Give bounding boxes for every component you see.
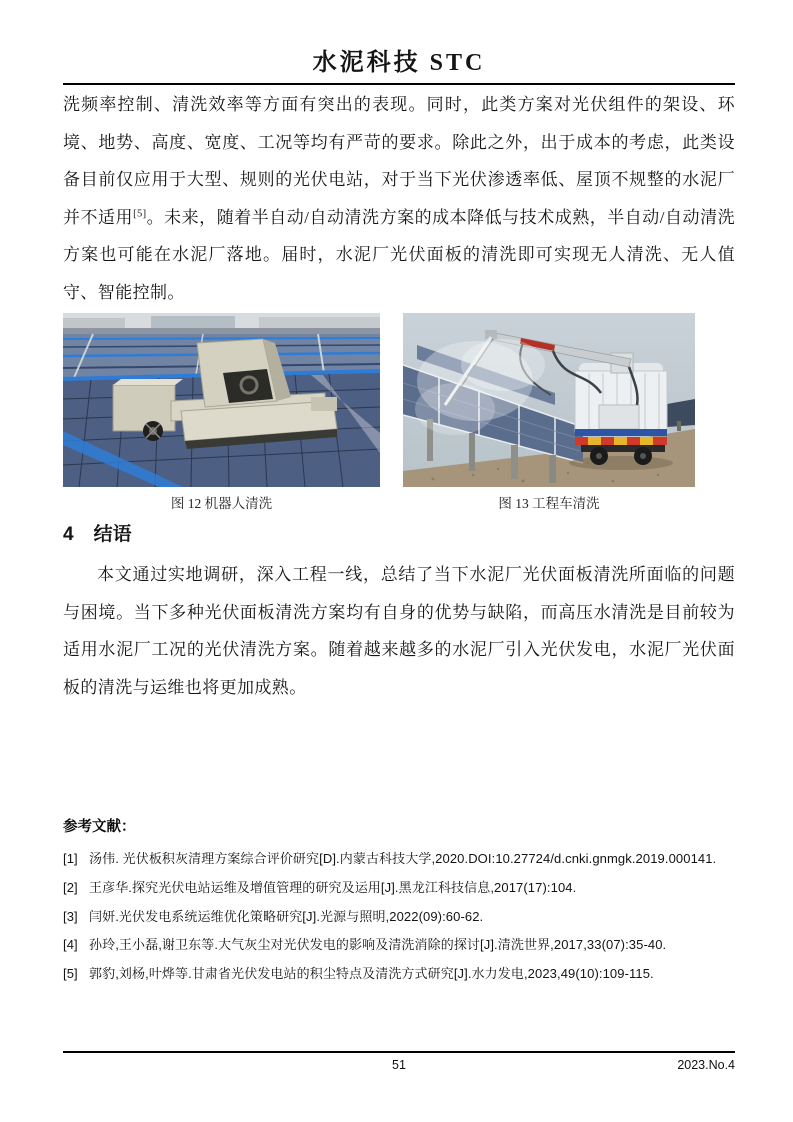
- reference-item-2: [63, 874, 735, 903]
- reference-label: [3]: [63, 908, 78, 924]
- section-heading-conclusion: [63, 520, 735, 550]
- reference-text: 孙玲,王小磊,谢卫东等.大气灰尘对光伏发电的影响及清洗消除的探讨[J].清洗世界,2017,33(07):35-40.: [89, 937, 667, 953]
- reference-text: 闫妍.光伏发电系统运维优化策略研究[J].光源与照明,2022(09):60-62.: [89, 908, 484, 924]
- truck-cleaning-photo: [403, 313, 695, 487]
- reference-text: 王彦华.探究光伏电站运维及增值管理的研究及运用[J].黑龙江科技信息,2017(17):104.: [89, 879, 577, 895]
- page-footer: [63, 1051, 735, 1077]
- paragraph-1-text-a: 洗频率控制、清洗效率等方面有突出的表现。同时，此类方案对光伏组件的架设、环境、地势、高度、宽度、工况等均有严苛的要求。除此之外，出于成本的考虑，此类设备目前仅应用于大型、规则的光伏电站，对于当下光伏渗透率低、屋顶不规整的水泥厂并不适用: [63, 95, 735, 227]
- references-section: [63, 815, 735, 989]
- citation-superscript-5: [5]: [133, 208, 147, 220]
- section-title: 结语: [93, 524, 132, 545]
- page-header: [63, 0, 735, 85]
- reference-text: 汤伟. 光伏板积灰清理方案综合评价研究[D].内蒙古科技大学,2020.DOI:10.27724/d.cnki.gnmgk.2019.000141.: [89, 851, 717, 866]
- robot-cleaning-photo: [63, 313, 380, 487]
- reference-label: [1]: [63, 851, 78, 866]
- figure-13-caption: 图 13 工程车清洗: [498, 496, 600, 511]
- paragraph-1-text-b: 。未来，随着半自动/自动清洗方案的成本降低与技术成熟，半自动/自动清洗方案也可能在水泥厂落地。届时，水泥厂光伏面板的清洗即可实现无人清洗、无人值守、智能控制。: [63, 207, 735, 302]
- page-number: 51: [392, 1058, 406, 1072]
- figure-13: [403, 313, 695, 512]
- reference-label: [5]: [63, 966, 78, 982]
- reference-label: [4]: [63, 937, 78, 953]
- reference-text: 郭豹,刘杨,叶烨等.甘肃省光伏发电站的积尘特点及清洗方式研究[J].水力发电,2023,49(10):109-115.: [89, 966, 654, 982]
- reference-item-3: [63, 903, 735, 932]
- reference-item-1: [63, 845, 735, 874]
- section-number: 4: [63, 524, 74, 545]
- journal-title: 水泥科技 STC: [312, 50, 486, 76]
- figure-12-caption: 图 12 机器人清洗: [170, 496, 273, 511]
- issue-number: 2023.No.4: [677, 1058, 735, 1072]
- references-heading: 参考文献：: [63, 819, 136, 835]
- reference-item-4: [63, 931, 735, 960]
- body-paragraph-2: 本文通过实地调研，深入工程一线，总结了当下水泥厂光伏面板清洗所面临的问题与困境。当下多种光伏面板清洗方案均有自身的优势与缺陷，而高压水清洗是目前较为适用水泥厂工况的光伏清洗方案。随着越来越多的水泥厂引入光伏发电，水泥厂光伏面板的清洗与运维也将更加成熟。: [63, 565, 735, 697]
- reference-label: [2]: [63, 879, 78, 895]
- figures-row: [63, 313, 735, 512]
- figure-12: [63, 313, 380, 512]
- reference-item-5: [63, 960, 735, 989]
- body-paragraph-1: [63, 86, 735, 312]
